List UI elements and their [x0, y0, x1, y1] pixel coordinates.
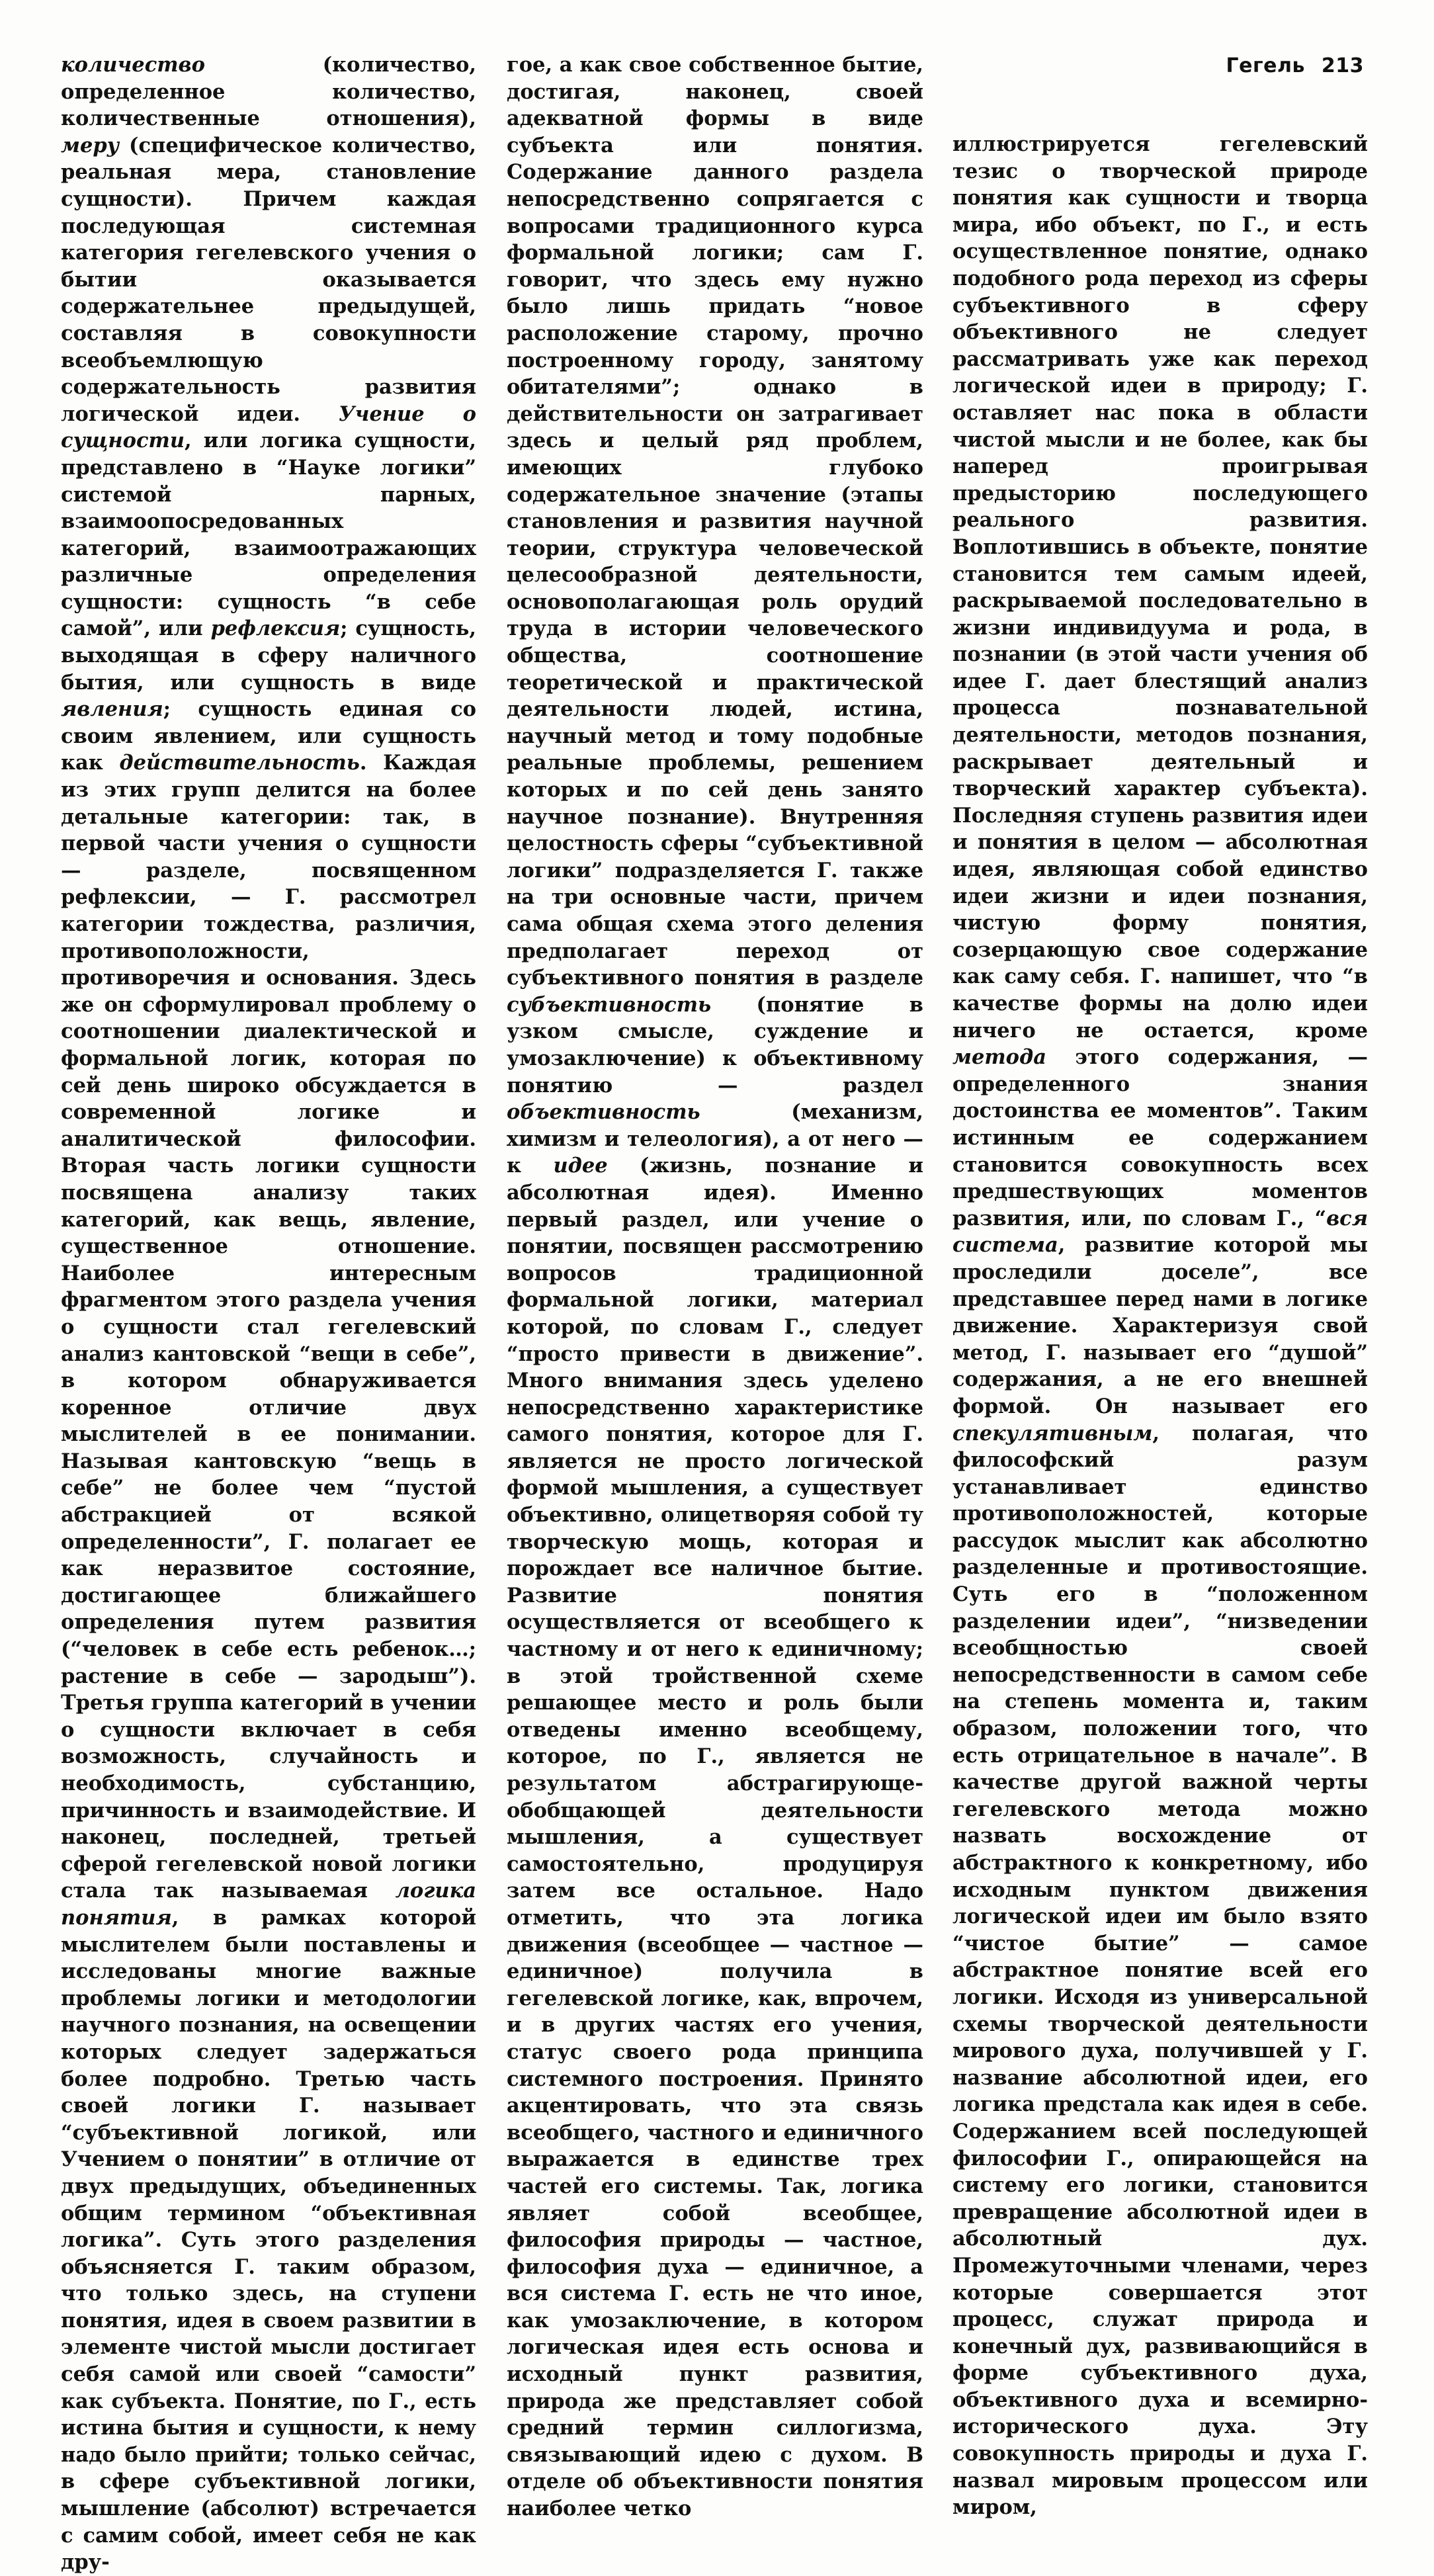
text-run: (понятие в узком смысле, суждение и умозаключение) к объективному понятию — раздел — [507, 992, 923, 1097]
italic-term: количество — [61, 53, 205, 77]
text-run: , развитие которой мы проследили доселе”, все представшее перед нами в логике движение. Характеризуя свой метод, Г. называет его “душой” содержания, а не его внешней формой. Он называет его — [952, 1233, 1368, 1418]
italic-term: логика понятия — [61, 1879, 476, 1930]
text-run: , полагая, что философский разум устанавливает единство противоположностей, которые рассудок мыслит как абсолютно разделенные и противостоящие. Суть его в “положенном разделении идеи”, “низведении всеобщностью своей непосредственности в самом себе на степень момента и, таким образом, положении того, что есть отрицательное в начале”. В качестве другой важной черты гегелевского метода можно назвать восхождение от абстрактного к конкретному, ибо исходным пунктом движения логической идеи им было взято “чистое бытие” — самое абстрактное понятие всей его логики. Исходя из универсальной схемы творческой деятельности мирового духа, получившей у Г. название абсолютной идеи, его логика предстала как идея в себе. Содержанием всей последующей философии Г., опирающейся на систему его логики, становится превращение абсолютной идеи в абсолютный дух. Промежуточными членами, через которые совершается этот процесс, служат природа и конечный дух, развивающийся в форме субъективного духа, объективного духа и всемирно-исторического духа. Эту совокупность природы и духа Г. назвал мировым процессом или миром, — [952, 1421, 1368, 2520]
italic-term: идее — [553, 1154, 608, 1178]
text-column-3 — [952, 131, 1368, 2521]
column-paragraph — [952, 131, 1368, 2521]
column-paragraph — [507, 52, 923, 2522]
text-run: гое, а как свое собственное бытие, достигая, наконец, своей адекватной формы в виде субъекта или понятия. Содержание данного раздела непосредственно сопрягается с вопросами традиционного курса формальной логики; сам Г. говорит, что здесь ему нужно было лишь придать “новое расположение старому, прочно построенному городу, занятому обитателями”; однако в действительности он затрагивает здесь и целый ряд проблем, имеющих глубоко содержательное значение (этапы становления и развития научной теории, структура человеческой целесообразной деятельности, основополагающая роль орудий труда в истории человеческого общества, соотношение теоретической и практической деятельности людей, истина, научный метод и тому подобные реальные проблемы, решением которых и по сей день занято научное познание). Внутренняя целостность сферы “субъективной логики” подразделяется Г. также на три основные части, причем сама общая схема этого деления предполагает переход от субъективного понятия в разделе — [507, 53, 923, 990]
page-number: 213 — [1321, 54, 1364, 77]
text-run: этого содержания, — определенного знания достоинства ее моментов”. Таким истинным ее содержанием становится совокупность всех предшествующих моментов развития, или, по словам Г., “ — [952, 1045, 1368, 1230]
italic-term: метода — [952, 1045, 1046, 1070]
italic-term: явления — [61, 697, 163, 722]
italic-term: рефлексия — [210, 617, 341, 641]
text-run: ; сущность, выходящая в сферу наличного бытия, или сущность в виде — [61, 617, 476, 695]
text-run: иллюстрируется гегелевский тезис о творческой природе понятия как сущности и творца мира, ибо объект, по Г., и есть осуществленное понятие, однако подобного рода переход из сферы субъективного в сферу объективного не следует рассматривать уже как переход логической идеи в природу; Г. оставляет нас пока в области чистой мысли и не более, как бы наперед проигрывая предысторию последующего реального развития. Воплотившись в объекте, понятие становится тем самым идеей, раскрываемой последовательно в жизни индивидуума и рода, в познании (в этой части учения об идее Г. дает блестящий анализ процесса познавательной деятельности, методов познания, раскрывает деятельный и творческий характер субъекта). Последняя ступень развития идеи и понятия в целом — абсолютная идея, являющая собой единство идеи жизни и идеи познания, чистую форму понятия, созерцающую свое содержание как саму себя. Г. напишет, что “в качестве формы на долю идеи ничего не остается, кроме — [952, 132, 1368, 1043]
italic-term: спекулятивным — [952, 1421, 1153, 1445]
italic-term: действительность — [119, 751, 360, 775]
italic-term: субъективность — [507, 992, 712, 1017]
text-run: (количество, определенное количество, количественные отношения), — [61, 53, 476, 131]
text-column-2 — [507, 52, 923, 2522]
italic-term: вся система — [952, 1206, 1368, 1258]
header-title: Гегель — [1226, 54, 1305, 77]
text-run: , в рамках которой мыслителем были поставлены и исследованы многие важные проблемы логики и методологии научного познания, на освещении которых следует задержаться более подробно. Третью часть своей логики Г. называет “субъективной логикой, или Учением о понятии” в отличие от двух предыдущих, объединенных общим термином “объективная логика”. Суть этого разделения объясняется Г. таким образом, что только здесь, на ступени понятия, идея в своем развитии в элементе чистой мысли достигает себя самой или своей “самости” как субъекта. Понятие, по Г., есть истина бытия и сущности, к нему надо было прийти; только сейчас, в сфере субъективной логики, мышление (абсолют) встречается с самим собой, имеет себя не как дру- — [61, 1905, 476, 2575]
italic-term: объективность — [507, 1100, 700, 1125]
italic-term: меру — [61, 133, 119, 157]
text-run: , или логика сущности, представлено в “Науке логики” системой парных, взаимоопосредованных категорий, взаимоотражающих различные определения сущности: сущность “в себе самой”, или — [61, 429, 476, 641]
text-run: (механизм, химизм и телеология), а от него — к — [507, 1100, 923, 1178]
italic-term: Учение о сущности — [61, 402, 476, 453]
column-paragraph — [61, 52, 476, 2576]
running-header — [1226, 54, 1364, 77]
text-run: ; сущность единая со своим явлением, или сущность как — [61, 697, 476, 775]
text-run: (жизнь, познание и абсолютная идея). Именно первый раздел, или учение о понятии, посвящен рассмотрению вопросов традиционной формальной логики, материал которой, по словам Г., следует “просто привести в движение”. Много внимания здесь уделено непосредственно характеристике самого понятия, которое для Г. является не просто логической формой мышления, а существует объективно, олицетворяя собой ту творческую мощь, которая и порождает все наличное бытие. Развитие понятия осуществляется от всеобщего к частному и от него к единичному; в этой тройственной схеме решающее место и роль были отведены именно всеобщему, которое, по Г., является не результатом абстрагирующе-обобщающей деятельности мышления, а существует самостоятельно, продуцируя затем все остальное. Надо отметить, что эта логика движения (всеобщее — частное — единичное) получила в гегелевской логике, как, впрочем, и в других частях его учения, статус своего рода принципа системного построения. Принято акцентировать, что эта связь всеобщего, частного и единичного выражается в единстве трех частей его системы. Так, логика являет собой всеобщее, философия природы — частное, философия духа — единичное, а вся система Г. есть не что иное, как умозаключение, в котором логическая идея есть основа и исходный пункт развития, природа же представляет собой средний термин силлогизма, связывающий идею с духом. В отделе об объективности понятия наиболее четко — [507, 1154, 923, 2521]
text-column-1 — [61, 52, 476, 2576]
text-run: (специфическое количество, реальная мера, становление сущности). Причем каждая последующая системная категория гегелевского учения о бытии оказывается содержательнее предыдущей, составляя в совокупности всеобъемлющую содержательность развития логической идеи. — [61, 133, 476, 426]
text-run: . Каждая из этих групп делится на более детальные категории: так, в первой части учения о сущности — разделе, посвященном рефлексии, — Г. рассмотрел категории тождества, различия, противоположности, противоречия и основания. Здесь же он сформулировал проблему о соотношении диалектической и формальной логик, которая по сей день широко обсуждается в современной логике и аналитической философии. Вторая часть логики сущности посвящена анализу таких категорий, как вещь, явление, существенное отношение. Наиболее интересным фрагментом этого раздела учения о сущности стал гегелевский анализ кантовской “вещи в себе”, в котором обнаруживается коренное отличие двух мыслителей в ее понимании. Называя кантовскую “вещь в себе” не более чем “пустой абстракцией от всякой определенности”, Г. полагает ее как неразвитое состояние, достигающее ближайшего определения путем развития (“человек в себе есть ребенок…; растение в себе — зародыш”). Третья группа категорий в учении о сущности включает в себя возможность, случайность и необходимость, субстанцию, причинность и взаимодействие. И наконец, последней, третьей сферой гегелевской новой логики стала так называемая — [61, 751, 477, 1903]
